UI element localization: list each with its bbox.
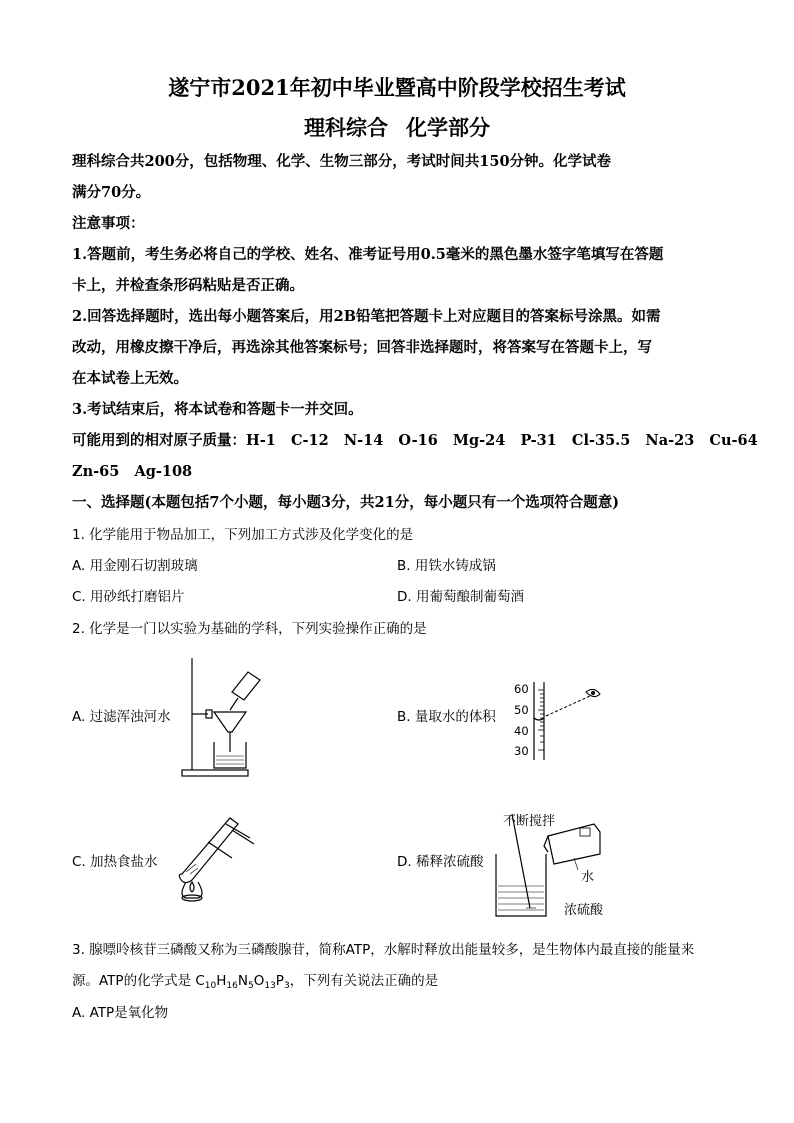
- q3-stem-post: ，下列有关说法正确的是: [289, 973, 439, 989]
- formula-h-sub: 16: [226, 981, 238, 991]
- intro-line-2: 满分70分。: [72, 184, 151, 201]
- notice-2c: 在本试卷上无效。: [72, 370, 188, 387]
- label-stir: 不断搅拌: [503, 814, 556, 829]
- formula-p-sub: 3: [283, 981, 290, 991]
- exam-subtitle: [0, 112, 794, 142]
- intro-line-1: 理科综合共200分，包括物理、化学、生物三部分，考试时间共150分钟。化学试卷: [72, 153, 612, 170]
- atomic-mass-a: 可能用到的相对原子质量：H-1 C-12 N-14 O-16 Mg-24 P-31 Cl-35.5 Na-23 Cu-64: [72, 432, 758, 449]
- notice-1b: 卡上，并检查条形码粘贴是否正确。: [72, 277, 304, 294]
- formula-c-sub: 10: [204, 981, 217, 991]
- cylinder-tick-30: 30: [514, 744, 529, 758]
- label-water: 水: [581, 870, 595, 885]
- formula-o-sub: 13: [264, 981, 276, 991]
- notice-2b: 改动，用橡皮擦干净后，再选涂其他答案标号；回答非选择题时，将答案写在答题卡上，写: [72, 339, 652, 356]
- q3-stem-line-1: 3. 腺嘌呤核苷三磷酸又称为三磷酸腺苷，简称ATP，水解时释放出能量较多，是生物体内最直接的能量来: [72, 942, 695, 958]
- formula-n-sub: 5: [247, 981, 254, 991]
- subtitle-part: 化学部分: [406, 115, 490, 140]
- notice-3: 3.考试结束后，将本试卷和答题卡一并交回。: [72, 401, 363, 418]
- q3-stem-pre: 源。ATP的化学式是 C: [72, 973, 205, 989]
- filtration-figure: [180, 652, 270, 780]
- formula-h: H: [216, 973, 227, 989]
- formula-o: O: [253, 973, 265, 989]
- section-heading: 一、选择题(本题包括7个小题，每小题3分，共21分，每小题只有一个选项符合题意): [72, 494, 620, 511]
- q3-stem-line-2: [72, 971, 438, 991]
- q2-option-c: C. 加热食盐水: [72, 854, 158, 870]
- label-acid: 浓硫酸: [564, 903, 604, 918]
- cylinder-tick-60: 60: [514, 682, 529, 696]
- heating-figure: [168, 812, 258, 904]
- cylinder-tick-40: 40: [514, 724, 529, 738]
- formula-p: P: [275, 973, 284, 989]
- cylinder-tick-50: 50: [514, 703, 529, 717]
- notice-1a: 1.答题前，考生务必将自己的学校、姓名、准考证号用0.5毫米的黑色墨水签字笔填写在答题: [72, 246, 664, 263]
- q1-option-a: A. 用金刚石切割玻璃: [72, 558, 198, 574]
- atomic-mass-b: Zn-65 Ag-108: [72, 463, 193, 480]
- q2-option-d: D. 稀释浓硫酸: [397, 854, 484, 870]
- notice-2a: 2.回答选择题时，选出每小题答案后，用2B铅笔把答题卡上对应题目的答案标号涂黑。如需: [72, 308, 661, 325]
- notice-heading: 注意事项：: [72, 215, 145, 232]
- q1-option-d: D. 用葡萄酿制葡萄酒: [397, 589, 524, 605]
- q1-stem: 1. 化学能用于物品加工，下列加工方式涉及化学变化的是: [72, 527, 414, 543]
- subtitle-subject: 理科综合: [304, 115, 388, 140]
- q2-option-b: B. 量取水的体积: [397, 709, 496, 725]
- q1-option-c: C. 用砂纸打磨铝片: [72, 589, 185, 605]
- exam-title: 遂宁市2021年初中毕业暨高中阶段学校招生考试: [168, 75, 626, 100]
- q2-stem: 2. 化学是一门以实验为基础的学科，下列实验操作正确的是: [72, 621, 427, 637]
- formula-n: N: [237, 973, 248, 989]
- q2-option-a: A. 过滤浑浊河水: [72, 709, 171, 725]
- q3-option-a: A. ATP是氧化物: [72, 1005, 169, 1021]
- q1-option-b: B. 用铁水铸成锅: [397, 558, 496, 574]
